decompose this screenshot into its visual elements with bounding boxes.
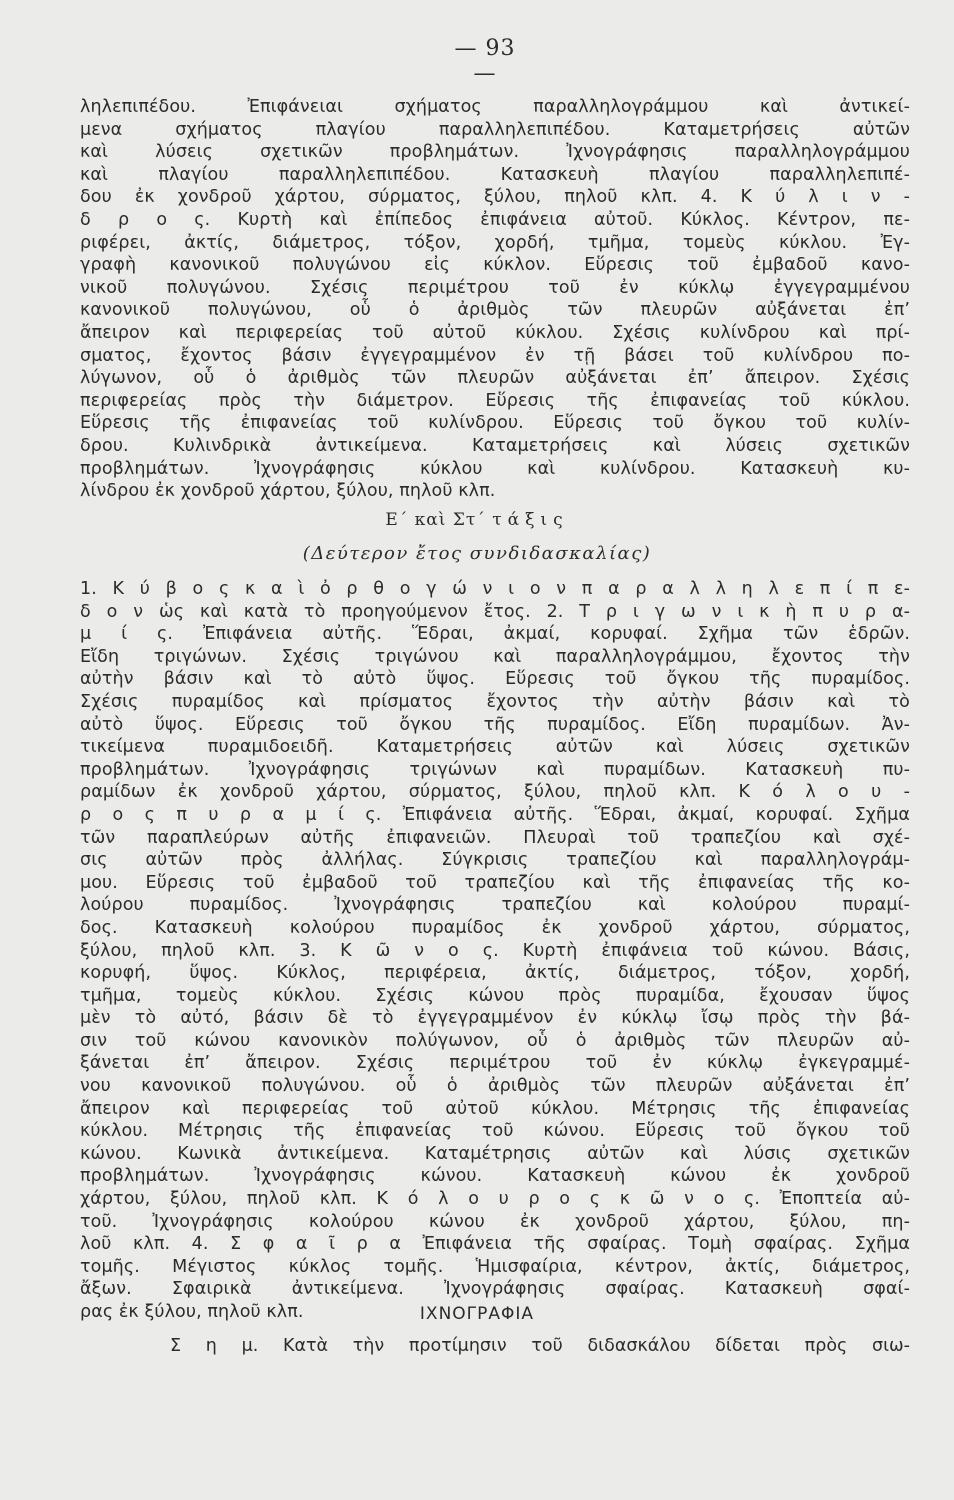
text-line: μ ί ς. Ἐπιφάνεια αὐτῆς. Ἕδραι, ἀκμαί, κορυφαί. Σχῆμα τῶν ἑδρῶν.: [80, 624, 910, 645]
text-line: λίνδρου ἐκ χονδροῦ χάρτου, ξύλου, πηλοῦ κλπ.: [80, 481, 496, 502]
section-title: [0, 510, 954, 530]
text-line: ἄπειρον καὶ περιφερείας τοῦ αὐτοῦ κύκλου. Σχέσις κυλίνδρου καὶ πρί-: [80, 322, 910, 343]
text-line: Εὕρεσις τῆς ἐπιφανείας τοῦ κυλίνδρου. Εὕρεσις τοῦ ὄγκου τοῦ κυλίν-: [80, 413, 910, 434]
text-line: χάρτου, ξύλου, πηλοῦ κλπ. Κ ό λ ο υ ρ ο ς κ ῶ ν ο ς. Ἐποπτεία αὐ-: [80, 1189, 910, 1210]
text-line: προβλημάτων. Ἰχνογράφησις κώνου. Κατασκευὴ κώνου ἐκ χονδροῦ: [80, 1166, 910, 1187]
text-line: τομῆς. Μέγιστος κύκλος τομῆς. Ἡμισφαίρια, κέντρον, ἀκτίς, διάμετρος,: [80, 1256, 910, 1277]
text-line: νου κανονικοῦ πολυγώνου. οὗ ὁ ἀριθμὸς τῶν πλευρῶν αὐξάνεται ἐπ’: [80, 1076, 910, 1097]
text-line: δρου. Κυλινδρικὰ ἀντικείμενα. Καταμετρήσεις καὶ λύσεις σχετικῶν: [80, 435, 910, 456]
text-line: 1. Κ ύ β ο ς κ α ὶ ὀ ρ θ ο γ ώ ν ι ο ν π α ρ α λ λ η λ ε π ί π ε-: [80, 579, 910, 599]
text-line: προβλημάτων. Ἰχνογράφησις τριγώνων καὶ πυραμίδων. Κατασκευὴ πυ-: [80, 759, 910, 780]
text-line: ἄξων. Σφαιρικὰ ἀντικείμενα. Ἰχνογράφησις σφαίρας. Κατασκευὴ σφαί-: [80, 1279, 910, 1300]
text-line: κώνου. Κωνικὰ ἀντικείμενα. Καταμέτρησις αὐτῶν καὶ λύσις σχετικῶν: [80, 1143, 910, 1164]
text-line: λούρου πυραμίδος. Ἰχνογράφησις τραπεζίου καὶ κολούρου πυραμί-: [80, 895, 910, 916]
text-line: γραφὴ κανονικοῦ πολυγώνου εἰς κύκλον. Εὕρεσις τοῦ ἐμβαδοῦ κανο-: [80, 255, 910, 276]
section-subtitle: (Δεύτερον ἔτος συνδιδασκαλίας): [302, 543, 652, 564]
text-line: μου. Εὕρεσις τοῦ ἐμβαδοῦ τοῦ τραπεζίου καὶ τῆς ἐπιφανείας τῆς κο-: [80, 872, 910, 893]
text-line: ληλεπιπέδου. Ἐπιφάνειαι σχήματος παραλληλογράμμου καὶ ἀντικεί-: [80, 97, 910, 117]
text-line: νικοῦ πολυγώνου. Σχέσις περιμέτρου τοῦ ἐν κύκλῳ ἐγγεγραμμένου: [80, 277, 910, 298]
text-line: σις αὐτῶν πρὸς ἀλλήλας. Σύγκρισις τραπεζίου καὶ παραλληλογράμ-: [80, 850, 910, 871]
text-line: λοῦ κλπ. 4. Σ φ α ῖ ρ α Ἐπιφάνεια τῆς σφαίρας. Τομὴ σφαίρας. Σχῆμα: [80, 1234, 910, 1255]
text-line: κύκλου. Μέτρησις τῆς ἐπιφανείας τοῦ κώνου. Εὕρεσις τοῦ ὄγκου τοῦ: [80, 1121, 910, 1142]
text-line: ρας ἐκ ξύλου, πηλοῦ κλπ.: [80, 1302, 304, 1322]
text-line: μενα σχήματος πλαγίου παραλληλεπιπέδου. Καταμετρήσεις αὐτῶν: [80, 119, 910, 140]
text-line: ραμίδων ἐκ χονδροῦ χάρτου, σύρματος, ξύλου, πηλοῦ κλπ. Κ ό λ ο υ -: [80, 782, 910, 803]
text-line: περιφερείας πρὸς τὴν διάμετρον. Εὕρεσις τῆς ἐπιφανείας τοῦ κύκλου.: [80, 390, 910, 411]
text-line: ξύλου, πηλοῦ κλπ. 3. Κ ῶ ν ο ς. Κυρτὴ ἐπιφάνεια τοῦ κώνου. Βάσις,: [80, 940, 910, 961]
ichnografia-heading: ΙΧΝΟΓΡΑΦΙΑ: [419, 1304, 535, 1324]
text-line: κανονικοῦ πολυγώνου, οὗ ὁ ἀριθμὸς τῶν πλευρῶν αὐξάνεται ἐπ’: [80, 300, 910, 321]
text-line: Σχέσις πυραμίδος καὶ πρίσματος ἔχοντος τὴν αὐτὴν βάσιν καὶ τὸ: [80, 691, 910, 712]
page-number: — 93 —: [454, 36, 516, 86]
text-line: καὶ λύσεις σχετικῶν προβλημάτων. Ἰχνογράφησις παραλληλογράμμου: [80, 142, 910, 163]
text-line: ρ ο ς π υ ρ α μ ί ς. Ἐπιφάνεια αὐτῆς. Ἕδραι, ἀκμαί, κορυφαί. Σχῆμα: [80, 804, 910, 825]
text-line: ριφέρει, ἀκτίς, διάμετρος, τόξον, χορδή, τμῆμα, τομεὺς κύκλου. Ἐγ-: [80, 232, 910, 253]
first-text-block: [80, 96, 910, 503]
text-line: ξάνεται ἐπ’ ἄπειρον. Σχέσις περιμέτρου τοῦ ἐν κύκλῳ ἐγκεγραμμέ-: [80, 1053, 910, 1074]
section-title-spaced: τάξις: [492, 510, 569, 530]
text-line: προβλημάτων. Ἰχνογράφησις κύκλου καὶ κυλίνδρου. Κατασκευὴ κυ-: [80, 458, 910, 479]
text-line: δος. Κατασκευὴ κολούρου πυραμίδος ἐκ χονδροῦ χάρτου, σύρματος,: [80, 917, 910, 938]
text-line: καὶ πλαγίου παραλληλεπιπέδου. Κατασκευὴ πλαγίου παραλληλεπιπέ-: [80, 164, 910, 185]
text-line: τῶν παραπλεύρων αὐτῆς ἐπιφανειῶν. Πλευραὶ τοῦ τραπεζίου καὶ σχέ-: [80, 827, 910, 848]
text-line: ἄπειρον καὶ περιφερείας τοῦ αὐτοῦ κύκλου. Μέτρησις τῆς ἐπιφανείας: [80, 1098, 910, 1119]
text-line: λύγωνον, οὗ ὁ ἀριθμὸς τῶν πλευρῶν αὐξάνεται ἐπ’ ἄπειρον. Σχέσις: [80, 368, 910, 389]
text-line: δ ρ ο ς. Κυρτὴ καὶ ἐπίπεδος ἐπιφάνεια αὐτοῦ. Κύκλος. Κέντρον, πε-: [80, 209, 910, 230]
text-line: δ ο ν ὡς καὶ κατὰ τὸ προηγούμενον ἔτος. 2. Τ ρ ι γ ω ν ι κ ὴ π υ ρ α-: [80, 601, 910, 622]
text-line: σματος, ἔχοντος βάσιν ἐγγεγραμμένον ἐν τῇ βάσει τοῦ κυλίνδρου πο-: [80, 345, 910, 366]
text-line: αὐτὴν βάσιν καὶ τὸ αὐτὸ ὕψος. Εὕρεσις τοῦ ὄγκου τῆς πυραμίδος.: [80, 669, 910, 690]
section-title-prefix: Ε΄ καὶ Στ΄: [385, 510, 486, 530]
text-line: τικείμενα πυραμιδοειδῆ. Καταμετρήσεις αὐτῶν καὶ λύσεις σχετικῶν: [80, 737, 910, 758]
text-line: μὲν τὸ αὐτό, βάσιν δὲ τὸ ἐγγεγραμμένον ἐν κύκλῳ ἴσῳ πρὸς τὴν βά-: [80, 1008, 910, 1029]
text-line: τμῆμα, τομεὺς κύκλου. Σχέσις κώνου πρὸς πυραμίδα, ἔχουσαν ὕψος: [80, 985, 910, 1006]
text-line: τοῦ. Ἰχνογράφησις κολούρου κώνου ἐκ χονδροῦ χάρτου, ξύλου, πη-: [80, 1211, 910, 1232]
text-line: Εἴδη τριγώνων. Σχέσις τριγώνου καὶ παραλληλογράμμου, ἔχοντος τὴν: [80, 646, 910, 667]
second-text-block: [80, 578, 910, 1324]
text-line: δου ἐκ χονδροῦ χάρτου, σύρματος, ξύλου, πηλοῦ κλπ. 4. Κ ύ λ ι ν -: [80, 187, 910, 208]
text-line: σιν τοῦ κώνου κανονικὸν πολύγωνον, οὗ ὁ ἀριθμὸς τῶν πλευρῶν αὐ-: [80, 1030, 910, 1051]
text-line: κορυφή, ὕψος. Κύκλος, περιφέρεια, ἀκτίς, διάμετρος, τόξον, χορδή,: [80, 963, 910, 984]
text-line: αὐτὸ ὕψος. Εὕρεσις τοῦ ὄγκου τῆς πυραμίδος. Εἴδη πυραμίδων. Ἀν-: [80, 714, 910, 735]
ichnografia-note: Σ η μ. Κατὰ τὴν προτίμησιν τοῦ διδασκάλου δίδεται πρὸς σιω-: [170, 1336, 910, 1356]
